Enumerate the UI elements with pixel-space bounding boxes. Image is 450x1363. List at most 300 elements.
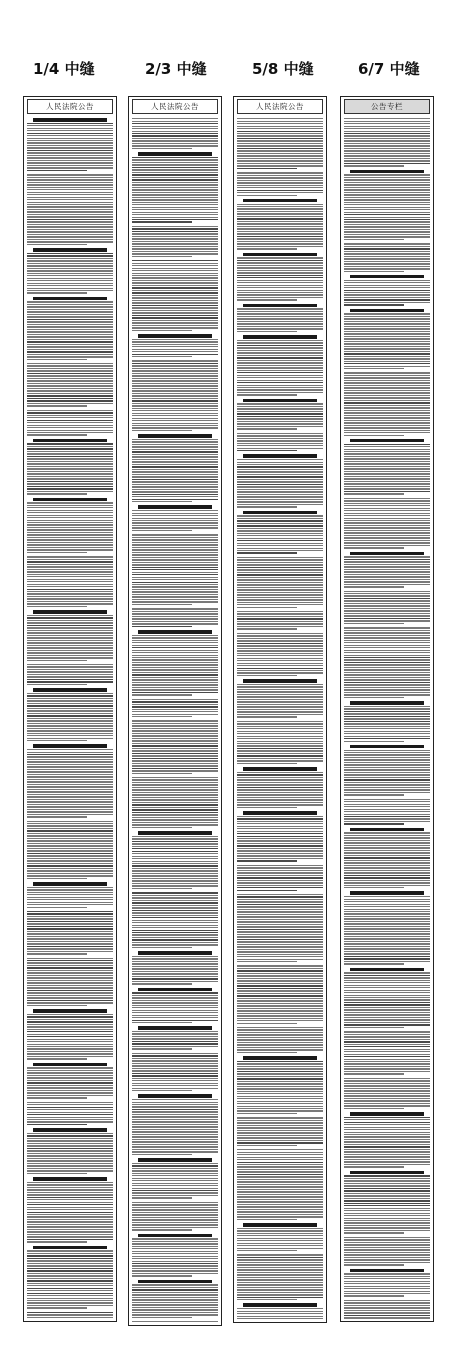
notice-text-line [344, 835, 430, 836]
notice-text-line [132, 390, 218, 391]
notice-text-line [344, 645, 430, 646]
notice-text-line [132, 687, 218, 688]
notice-text-line [132, 236, 218, 237]
notice-text-line [237, 403, 323, 404]
notice-text-line [344, 530, 430, 531]
notice-text-line [27, 1112, 113, 1113]
notice-text-line [237, 1091, 323, 1092]
notice-text-line [27, 234, 113, 235]
notice-text-line [132, 143, 218, 144]
notice-text-line [132, 1114, 218, 1115]
notice-text-line [132, 243, 218, 244]
notice-text-line [237, 1078, 323, 1079]
notice-text-line [132, 126, 218, 127]
notice-text-line [237, 357, 323, 358]
notice-text-line [27, 1182, 113, 1183]
notice-text-line [27, 848, 113, 849]
notice-text-block [132, 630, 218, 696]
notice-text-line [237, 308, 323, 309]
notice-text-line [132, 496, 218, 497]
notice-text-line [344, 784, 430, 785]
notice-text-line [132, 650, 218, 651]
notice-text-line [237, 1142, 323, 1143]
notice-text-line [132, 591, 218, 592]
notice-text-line [27, 265, 113, 266]
notice-text-line [132, 932, 218, 933]
notice-text-line [237, 626, 323, 627]
notice-text-line [237, 1020, 323, 1021]
notice-text-line [132, 415, 218, 416]
notice-text-line [132, 277, 218, 278]
notice-text-line [132, 202, 218, 203]
notice-text-line [344, 118, 430, 119]
notice-text-line [344, 1220, 430, 1221]
notice-text-line [27, 1268, 113, 1269]
notice-text-line [132, 418, 218, 419]
notice-text-line [27, 1053, 113, 1054]
notice-text-line [237, 1277, 323, 1278]
notice-text-line [237, 569, 323, 570]
notice-text-line [237, 548, 323, 549]
notice-text-line [132, 794, 218, 795]
notice-text-line [344, 483, 430, 484]
notice-text-line [237, 484, 323, 485]
notice-text-line [237, 1169, 323, 1170]
notice-text-line [344, 759, 430, 760]
notice-text-line [27, 1221, 113, 1222]
notice-text-line [237, 574, 323, 575]
notice-text-line [237, 954, 323, 955]
notice-text-line [237, 328, 323, 329]
notice-text-line [344, 916, 430, 917]
notice-text-line [344, 1203, 430, 1204]
notice-text-line [132, 145, 218, 146]
notice-text-line [132, 1104, 218, 1105]
notice-heading-line [33, 1009, 107, 1013]
notice-text-line [132, 853, 218, 854]
notice-text-line [27, 972, 113, 973]
notice-text-line [27, 292, 87, 293]
notice-text-line [132, 677, 218, 678]
notice-text-line [237, 602, 323, 603]
notice-text-line [344, 505, 430, 506]
notice-text-line [132, 310, 218, 311]
notice-text-line [132, 763, 218, 764]
notice-text-line [237, 540, 323, 541]
notice-text-line [237, 416, 323, 417]
notice-text-line [344, 239, 404, 240]
notice-text-line [132, 784, 218, 785]
notice-heading-line [33, 1128, 107, 1132]
notice-text-line [344, 338, 430, 339]
notice-text-line [344, 896, 430, 897]
notice-text-line [27, 1314, 113, 1315]
notice-text-line [27, 655, 113, 656]
notice-text-line [344, 1009, 430, 1010]
notice-text-line [132, 645, 218, 646]
notice-text-line [237, 635, 323, 636]
notice-text-line [237, 853, 323, 854]
notice-text-line [237, 1204, 323, 1205]
notice-text-line [27, 652, 113, 653]
notice-heading-line [350, 701, 424, 705]
notice-text-line [132, 1139, 218, 1140]
notice-text-line [132, 684, 218, 685]
notice-heading-line [33, 297, 107, 301]
notice-text-line [132, 233, 218, 234]
notice-text-line [27, 236, 113, 237]
notice-text-line [237, 1284, 323, 1285]
notice-text-line [237, 133, 323, 134]
notice-text-line [237, 340, 323, 341]
notice-text-line [344, 799, 430, 800]
notice-text-line [344, 943, 430, 944]
notice-heading-line [138, 505, 212, 509]
notice-text-line [344, 520, 430, 521]
notice-text-line [132, 518, 218, 519]
notice-text-line [237, 518, 323, 519]
notice-text-line [344, 1257, 430, 1258]
notice-text-line [132, 449, 218, 450]
notice-text-line [132, 325, 218, 326]
notice-text-line [344, 148, 430, 149]
notice-text-line [237, 755, 323, 756]
notice-text-line [132, 174, 218, 175]
notice-text-line [344, 451, 430, 452]
notice-text-line [132, 1258, 218, 1259]
notice-text-line [237, 592, 323, 593]
notice-text-line [237, 638, 323, 639]
notice-text-block [132, 988, 218, 1024]
notice-text-line [27, 698, 113, 699]
notice-text-line [237, 1101, 323, 1102]
notice-text-block [237, 433, 323, 452]
notice-text-line [27, 1021, 113, 1022]
notice-text-line [237, 828, 323, 829]
notice-text-line [237, 270, 323, 271]
notice-heading-line [350, 968, 424, 972]
notice-text-line [344, 867, 430, 868]
notice-text-line [237, 726, 323, 727]
notice-text-line [344, 486, 430, 487]
notice-text-line [27, 591, 113, 592]
notice-text-line [27, 290, 113, 291]
notice-text-line [27, 133, 113, 134]
notice-text-line [237, 128, 323, 129]
notice-text-line [27, 1140, 113, 1141]
notice-text-line [27, 226, 113, 227]
notice-text-line [27, 761, 113, 762]
notice-text-line [344, 366, 430, 367]
notice-text-line [344, 591, 430, 592]
notice-text-line [132, 1109, 218, 1110]
notice-text-line [237, 223, 323, 224]
notice-text-line [27, 326, 113, 327]
notice-text-line [27, 754, 113, 755]
notice-heading-line [138, 1234, 212, 1238]
notice-text-block [132, 1158, 218, 1199]
notice-text-line [237, 1250, 297, 1251]
notice-text-line [132, 270, 218, 271]
notice-heading-line [33, 1246, 107, 1250]
notice-text-line [27, 899, 113, 900]
notice-text-line [132, 743, 218, 744]
notice-text-line [132, 559, 218, 560]
notice-text-line [237, 367, 323, 368]
notice-text-line [237, 772, 323, 773]
notice-text-line [27, 666, 113, 667]
notice-text-line [132, 341, 218, 342]
notice-text-line [27, 931, 113, 932]
notice-text-line [237, 1032, 323, 1033]
notice-text-line [237, 748, 323, 749]
notice-text-line [27, 229, 113, 230]
notice-text-line [237, 282, 323, 283]
notice-text-block [237, 1303, 323, 1320]
notice-text-line [344, 331, 430, 332]
notice-text-line [344, 764, 430, 765]
notice-text-line [27, 532, 113, 533]
notice-text-line [27, 868, 113, 869]
notice-text-line [237, 372, 323, 373]
notice-heading-line [243, 304, 317, 308]
notice-text-line [132, 368, 218, 369]
notice-text-line [27, 405, 87, 406]
section-header-6-7: 6/7 中缝 [358, 60, 420, 78]
notice-text-line [27, 1119, 113, 1120]
notice-text-line [132, 1154, 192, 1155]
notice-text-line [237, 838, 323, 839]
notice-text-line [27, 843, 113, 844]
notice-text-line [132, 157, 218, 158]
notice-text-line [132, 1180, 218, 1181]
notice-text-line [27, 1300, 113, 1301]
notice-text-block [132, 608, 218, 627]
notice-text-line [237, 392, 323, 393]
notice-text-line [237, 135, 323, 136]
notice-text-line [344, 1262, 430, 1263]
notice-text-line [27, 1285, 113, 1286]
notice-text-line [344, 716, 430, 717]
notice-text-line [237, 1106, 323, 1107]
notice-text-line [132, 838, 218, 839]
notice-text-line [132, 900, 218, 901]
notice-text-line [27, 965, 113, 966]
notice-text-line [344, 290, 430, 291]
notice-text-line [132, 604, 192, 605]
notice-text-line [132, 133, 218, 134]
notice-text-line [132, 856, 218, 857]
notice-text-line [132, 1119, 218, 1120]
notice-text-line [132, 827, 192, 828]
notice-text-line [132, 1141, 218, 1142]
notice-text-line [27, 1046, 113, 1047]
notice-text-line [27, 481, 113, 482]
notice-text-line [132, 403, 218, 404]
notice-text-line [344, 576, 430, 577]
notice-text-line [27, 642, 113, 643]
notice-text-line [132, 363, 218, 364]
notice-text-line [344, 855, 430, 856]
notice-text-line [27, 759, 113, 760]
notice-text-line [132, 730, 218, 731]
notice-text-block [344, 309, 430, 370]
notice-text-line [344, 598, 430, 599]
notice-text-line [132, 501, 192, 502]
notice-text-line [237, 998, 323, 999]
notice-text-line [237, 433, 323, 434]
notice-text-block [132, 720, 218, 774]
notice-text-line [237, 944, 323, 945]
notice-text-block [344, 275, 430, 306]
notice-text-line [132, 474, 218, 475]
notice-text-line [237, 784, 323, 785]
notice-text-line [344, 187, 430, 188]
notice-heading-line [350, 439, 424, 443]
column-text-body [132, 117, 218, 1323]
notice-text-line [237, 1292, 323, 1293]
notice-text-line [344, 992, 430, 993]
notice-text-line [132, 423, 218, 424]
notice-text-line [344, 410, 430, 411]
notice-text-line [132, 425, 218, 426]
notice-text-block [237, 767, 323, 808]
notice-text-line [344, 899, 430, 900]
notice-text-line [344, 1210, 430, 1211]
notice-text-line [132, 1178, 218, 1179]
notice-text-line [27, 953, 87, 954]
notice-text-line [237, 459, 323, 460]
notice-text-line [237, 597, 323, 598]
notice-text-line [344, 951, 430, 952]
notice-heading-line [243, 454, 317, 458]
notice-text-line [237, 1068, 323, 1069]
notice-text-line [237, 728, 323, 729]
notice-text-block [237, 894, 323, 962]
notice-text-line [132, 251, 218, 252]
notice-text-line [132, 330, 192, 331]
notice-heading-line [350, 1112, 424, 1116]
notice-text-line [27, 552, 87, 553]
notice-text-line [344, 1056, 430, 1057]
notice-text-line [237, 297, 323, 298]
notice-text-line [237, 763, 297, 764]
notice-text-line [344, 1215, 430, 1216]
notice-text-line [132, 802, 218, 803]
notice-text-line [132, 1111, 218, 1112]
notice-text-line [132, 1080, 218, 1081]
notice-text-line [344, 143, 430, 144]
notice-text-line [237, 887, 323, 888]
notice-text-line [27, 529, 113, 530]
notice-text-line [27, 811, 113, 812]
notice-text-line [132, 1287, 218, 1288]
notice-text-line [344, 1108, 404, 1109]
notice-text-line [237, 934, 323, 935]
notice-text-line [344, 1022, 430, 1023]
notice-text-block [344, 1300, 430, 1319]
notice-text-line [237, 445, 323, 446]
notice-text-line [132, 451, 218, 452]
notice-text-line [132, 819, 218, 820]
notice-text-block [344, 891, 430, 964]
notice-text-line [27, 679, 113, 680]
notice-text-line [132, 888, 192, 889]
notice-text-line [344, 1034, 430, 1035]
notice-text-line [27, 589, 113, 590]
notice-text-line [132, 441, 218, 442]
notice-text-line [237, 816, 323, 817]
notice-text-line [132, 1036, 218, 1037]
notice-text-line [132, 1020, 218, 1021]
notice-text-line [237, 290, 323, 291]
notice-text-line [132, 711, 218, 712]
notice-text-line [344, 990, 430, 991]
notice-text-line [132, 836, 218, 837]
notice-text-line [344, 412, 430, 413]
notice-text-line [27, 725, 113, 726]
notice-text-block [132, 951, 218, 984]
notice-text-line [237, 1140, 323, 1141]
notice-text-line [132, 527, 218, 528]
notice-text-line [132, 1251, 218, 1252]
notice-text-line [344, 209, 430, 210]
notice-text-line [132, 1292, 218, 1293]
notice-text-line [132, 544, 218, 545]
notice-text-line [344, 256, 430, 257]
notice-text-line [237, 1194, 323, 1195]
notice-text-block [344, 701, 430, 742]
notice-text-line [344, 731, 430, 732]
notice-text-line [344, 405, 430, 406]
notice-text-line [27, 524, 113, 525]
notice-text-line [237, 1152, 323, 1153]
notice-text-line [132, 863, 218, 864]
notice-text-line [237, 1066, 323, 1067]
notice-text-line [132, 285, 218, 286]
notice-text-line [132, 1048, 192, 1049]
notice-text-line [132, 167, 218, 168]
notice-text-line [132, 439, 218, 440]
notice-text-line [27, 918, 113, 919]
notice-text-line [27, 635, 113, 636]
notice-text-line [132, 669, 218, 670]
notice-text-line [132, 410, 218, 411]
notice-text-line [132, 1078, 218, 1079]
notice-text-line [344, 880, 430, 881]
notice-text-line [27, 493, 87, 494]
notice-text-line [27, 466, 113, 467]
notice-text-line [132, 123, 218, 124]
notice-text-line [27, 921, 113, 922]
notice-text-line [132, 765, 218, 766]
notice-text-line [27, 1258, 113, 1259]
notice-text-line [132, 1214, 218, 1215]
notice-text-line [237, 1103, 323, 1104]
notice-text-line [344, 351, 430, 352]
notice-text-line [27, 556, 113, 557]
notice-text-line [27, 244, 87, 245]
notice-text-line [344, 750, 430, 751]
notice-text-line [27, 958, 113, 959]
notice-text-line [344, 672, 430, 673]
notice-text-line [27, 339, 113, 340]
notice-text-line [27, 1133, 113, 1134]
notice-text-line [132, 1055, 218, 1056]
notice-text-line [344, 1278, 430, 1279]
notice-text-line [27, 1138, 113, 1139]
notice-text-line [132, 349, 218, 350]
